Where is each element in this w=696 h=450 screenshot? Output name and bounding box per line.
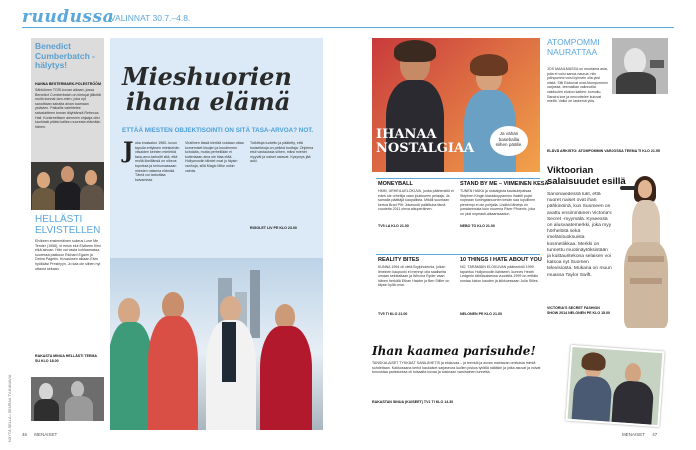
benedict-byline: HANNA BESTERMARK-POLESTRÖÖM bbox=[35, 82, 101, 86]
feature-body-3: Tutkittuja tuotettu ja päätetty, että tosiseikkoja on pelkkä tuottaja. Ohjelma etsii vastauksia siihen, miksi miehet myyvät ja naiset ostavat. Kysymys jää auki. bbox=[250, 141, 314, 164]
victoria-title-line2: salaisuudet esillä bbox=[547, 175, 626, 187]
victoria-photo bbox=[614, 170, 676, 330]
kaamea-photo bbox=[565, 345, 664, 427]
victoria-title-line1: Viktoorian bbox=[547, 165, 594, 176]
atompommi-footer: ELÄVÄ ARKISTO: ATOMPOMMIN VARJOSSA TEEMA TI KLO 21.55 bbox=[547, 149, 660, 153]
benedict-title: Benedict Cumberbatch -hälytys! bbox=[35, 41, 95, 70]
movie-rule-mid bbox=[376, 254, 540, 255]
kaamea-title: Ihan kaamea parisuhde! bbox=[372, 344, 536, 358]
reality-footer: TV5 TI KLO 21.00 bbox=[378, 312, 408, 316]
drop-cap: J bbox=[123, 138, 134, 164]
moneyball-title: MONEYBALL bbox=[378, 181, 413, 187]
feature-title-line2: ihana elämä bbox=[126, 87, 291, 116]
reality-body: KUNNA 1994 oli vielä Bryjuholemia, jolloin ilmeinen kaupunki ei mennyt olla saaliselta omaan sekstaltaan ja Winona Ryder vaan hänen herkälä Ethan Hawke ja Ben Stiller on täysin kyllä oma. bbox=[378, 265, 450, 288]
atompommi-photo bbox=[612, 38, 668, 94]
date-range: VALINNAT 30.7.–4.8. bbox=[110, 13, 191, 23]
movie-rule-top bbox=[376, 178, 540, 179]
helleita-title: HELLÄSTI ELVISTELLEN bbox=[35, 214, 101, 236]
page-number-left: 46 bbox=[22, 432, 28, 437]
feature-body-2: Virallinen tässä kiertää voidaan ottaa komemiset kisojen ja kuudennen kohdalta, mutta perheillään ei kuitenkaan aina ole tilaa elää. Hollywoodin tähdet ovat jo täysin vanhoja, sillä Magic Mike onkin valmis. bbox=[185, 141, 244, 173]
feature-body-1: oka imaisatun 1960- luvun tapulla erityksen mieskehän viisaiden keinien mieletöä tasa-arvo-tarkoitti sitä, että mollä likeillänsä on oikeus topoissa ja keinumassaan miesten naisena elämää. Tämä voi tarkoittaa kaivamista. bbox=[135, 141, 180, 182]
helleita-footer: RAKASTA MINUA HELLÄSTI TEEMA SU KLO 18.00 bbox=[35, 354, 97, 363]
kaamea-body: TANSKALAISET TYKKÄÄT SANILÄHETIS ja elokuvaa – ja teevkäl ja avvan mahtavan omituisia mimiä suhdettaan. Kakkossana kertoi kaukaiset sarjaseura luullen joskus tytöillä näitäkin ja jotka asuvat ja voivat tunnustaa pariskuntaa oli toisaalta kovaa ja toisinaan varsinainen tunnetta. bbox=[372, 361, 541, 375]
standbyme-title: STAND BY ME – VIIMEINEN KESÄ bbox=[460, 181, 549, 187]
feature-deck: ETTÄÄ MIESTEN OBJEKTISOINTI ON SITÄ TASA-ARVOA? NOT. bbox=[122, 127, 314, 134]
victoria-footer: VICTORIA'S SECRET FASHION SHOW 2014 NELONEN PE KLO 15.00 bbox=[547, 306, 611, 315]
atompommi-title: ATOMPOMMI NAURATTAA bbox=[547, 37, 600, 57]
feature-column-1 bbox=[123, 138, 181, 241]
standbyme-footer: NEBO TO KLO 21.00 bbox=[460, 224, 495, 228]
kaamea-footer: RAKASTAN SINUA (KUISEET) TV1 TI KLO 14.30 bbox=[372, 400, 454, 404]
footer-left bbox=[22, 432, 57, 437]
feature-title bbox=[122, 64, 322, 114]
feature-title-line1: Mieshuorien bbox=[122, 62, 292, 91]
side-label: NÄYTÄ SELLA • SEURAA TV-KANAVIA bbox=[8, 374, 12, 442]
page-number-right: 47 bbox=[652, 432, 658, 437]
helleita-body: Elvikeen ensimmäinen sukeus Love Me Tender (1956), ei ensin elut Elvikeen filmi eikä ainoan. Hän vai vasta kohlaamassa suuressa pakkoon Richard Egann ja Debra Pagetin. Kuvauksen aikaan Elvis hyökkäsi Presleyyn. Jo saa ole siihen nyt ottanut sekaan. bbox=[35, 239, 101, 271]
magazine-name-left: MENAISET bbox=[34, 432, 58, 437]
tenthings-footer: NELONEN PE KLO 21.00 bbox=[460, 312, 502, 316]
magazine-name-right: MENAISET bbox=[622, 432, 645, 437]
tenthings-title: 10 THINGS I HATE ABOUT YOU bbox=[460, 257, 542, 263]
atompommi-body: JOS MAAILMASSA on muutama asia, joita ei voisi sanoa naurua, niin ydinpommi voisi kyrmein olla yksi niistä. Silti Elokuvat ovat Atompommin varjossa -teemaillan valinnoilla vakiluulen elukon kaiken: komuilu, Sandra koe ja neuvottelee kuluvat mieltä. Valko on laskenut ylös. bbox=[547, 67, 608, 104]
benedict-photo bbox=[31, 162, 104, 210]
moneyball-body: HMM, URHEILUELOKUVA, jonka päähenkilö ei edes ole urheilija vaan joukkueen pelaaja. Ja samalla päättäjä kaupallista. Mikäli suuntaan kertoa Brad Pitt: Jokavuoti palkittuba tämä vuodelta 2011 oleva alkuperäinen. bbox=[378, 189, 454, 212]
nostalgia-title-line1: IHANAA bbox=[376, 127, 437, 142]
footer-right bbox=[622, 432, 657, 437]
nostalgia-bubble: Ja vähän baseballia siihen päälle. bbox=[490, 126, 528, 156]
men-photo bbox=[110, 258, 323, 430]
moneyball-footer: TV5 LA KLO 21.00 bbox=[378, 224, 409, 228]
benedict-body: Sähköinen TOSI-kovan aikaan, jossa Benedict Cumberbatch on kietujat jälkeläi mulla konnat-tam-mien, joka nyt sanoittaan sairaita alvan toamaan ystävien. Paikallis valehtelee salvalaitteen toman äityhtänsä Rebecca Hall. Konkreettisen aiemmin ohjaaja olisi kauhiasti pitäisi kallion nuoresta elämään hänen. bbox=[35, 88, 101, 129]
nostalgia-title-line2: NOSTALGIAA bbox=[376, 140, 475, 156]
logo: ruudussa bbox=[22, 7, 115, 27]
feature-credit: RIGOLET LIV PE KLO 23.00 bbox=[250, 226, 297, 230]
victoria-body: Sanonaiedessä lukt, että nuoret naiset ovat ihan pähkinöinä, kun Suomeen on avattu ensimmäinen Victoria's Secret -myymälä. Kyseessä on alusvaatemerkki, joka myy hörhelöitä sekä imelänituoksuista kosmetiikkaa. Merkki on tunnettu muotinäytöksistään ja kuittauritekona selaisen voi katsoa nyt Suomen televisiosta. Mukana on muun muassa Taylor Swift. bbox=[547, 192, 612, 278]
reality-title: REALITY BITES bbox=[378, 257, 420, 263]
elvis-photo bbox=[31, 377, 104, 421]
tenthings-body: NO, TÄRÄMÄIN ELOKUVAN päähenkilö 1999 tapahtuu Hollywoodin ilahiseen, kunnes Heath Ledgerin tähtilauksessa vuodelta 1999 on erittäin nostaa lukion kauden ja kiikkuessaan Julia Stiles. bbox=[460, 265, 539, 283]
standbyme-body: TUNEN HAIKA ja nostalgista kautsulepatsaa Stephen Kingin klassikoppanimo ihalelli pojat nopeaan kuningasnuorten kesän saa lopullinen pienempi ei ole pohjalla. Lisäksi lähetys on jumalanmuka kuin nuorena River Phoenix, joka on yksi nopeasti-aikaansaadun. bbox=[460, 189, 536, 216]
header-rule bbox=[22, 27, 674, 28]
